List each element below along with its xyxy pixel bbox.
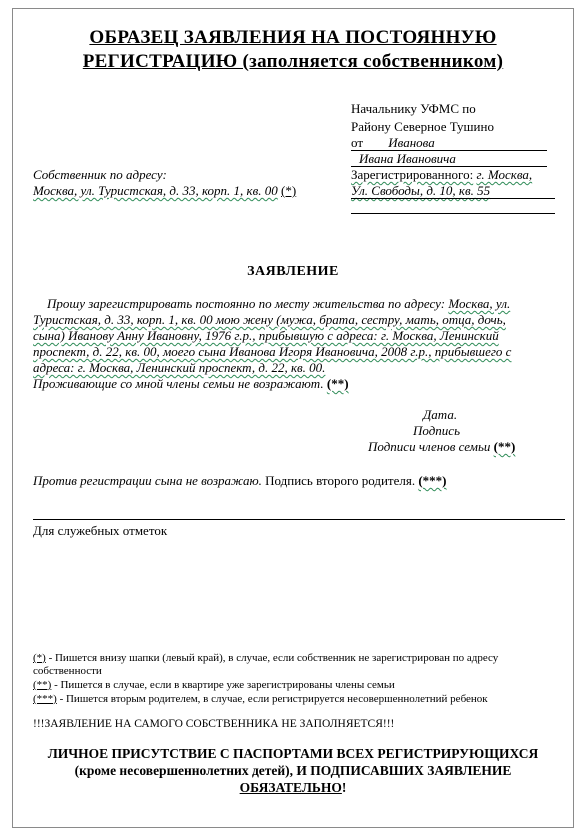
consent-text-italic: Против регистрации сына не возражаю. xyxy=(33,473,262,488)
addressee-from-name: Иванова xyxy=(388,135,435,150)
addressee-from-prefix: от xyxy=(351,135,364,150)
warning-text: !!!ЗАЯВЛЕНИЕ НА САМОГО СОБСТВЕННИКА НЕ ЗАПОЛНЯЕТСЯ!!! xyxy=(33,718,395,730)
body-line-2: Туристская, д. 33, корп. 1, кв. 00 мою жену (мужа, брата, сестру, мать, отца, дочь, xyxy=(33,312,506,327)
footnote-3-text: - Пишется вторым родителем, в случае, если регистрируется несовершеннолетний ребенок xyxy=(56,693,488,705)
footnote-3 xyxy=(33,693,488,706)
addressee-line-1 xyxy=(351,101,476,117)
title-line-1: ОБРАЗЕЦ ЗАЯВЛЕНИЯ НА ПОСТОЯННУЮ xyxy=(89,27,497,48)
addressee-line-1-text: Начальнику УФМС по xyxy=(351,101,476,116)
signature-family-text: Подписи членов семьи xyxy=(368,439,491,454)
footnote-2-text: - Пишется в случае, если в квартире уже зарегистрированы члены семьи xyxy=(51,679,395,691)
footnote-1-text: - Пишется внизу шапки (левый край), в случае, если собственник не зарегистрирован по адресу xyxy=(45,652,499,664)
footnote-1-continued-text: собственности xyxy=(33,665,102,677)
body-line-1 xyxy=(33,296,510,312)
addressee-from xyxy=(351,135,435,151)
final-line-2: (кроме несовершеннолетних детей), И ПОДПИСАВШИХ ЗАЯВЛЕНИЕ xyxy=(74,763,512,778)
body-line-1-address: Москва, ул. xyxy=(448,296,511,311)
statement-heading: ЗАЯВЛЕНИЕ xyxy=(247,264,339,279)
addressee-reg-addr-2: Ул. Свободы, д. 10, кв. 55 xyxy=(351,183,491,198)
signature-family xyxy=(368,439,515,455)
final-line-3-end: ! xyxy=(341,780,347,795)
final-line-1: ЛИЧНОЕ ПРИСУТСТВИЕ С ПАСПОРТАМИ ВСЕХ РЕГИСТРИРУЮЩИХСЯ xyxy=(47,746,539,761)
owner-address: Москва, ул. Туристская, д. 33, корп. 1, кв. 00 xyxy=(33,183,278,198)
consent-line xyxy=(33,473,447,489)
body-line-1-text: Прошу зарегистрировать постоянно по месту жительства по адресу: xyxy=(47,296,446,311)
signature-date: Дата. xyxy=(423,407,458,422)
footnote-3-mark: (***) xyxy=(33,693,57,705)
signature-family-mark: (**) xyxy=(493,439,516,454)
footnote-1-mark: (*) xyxy=(33,652,46,664)
consent-text-plain: Подпись второго родителя. xyxy=(265,473,416,488)
official-divider xyxy=(33,519,565,520)
body-line-4: проспект, д. 22, кв. 00, моего сына Иванова Игоря Ивановича, 2008 г.р., прибывшего с xyxy=(33,344,512,359)
footnote-1 xyxy=(33,652,498,665)
owner-label: Собственник по адресу: xyxy=(33,167,167,182)
final-line-3 xyxy=(13,779,573,796)
addressee-line-2: Району Северное Тушино xyxy=(351,119,494,134)
addressee-registration xyxy=(351,167,532,183)
addressee-from-name-2: Ивана Ивановича xyxy=(359,151,456,166)
document-page xyxy=(12,8,574,828)
footnote-1-continued xyxy=(33,665,102,678)
signature-sign: Подпись xyxy=(413,423,460,438)
body-line-6-mark: (**) xyxy=(326,376,349,391)
official-notes-label: Для служебных отметок xyxy=(33,523,168,538)
body-line-3: сына) Иванову Анну Ивановну, 1976 г.р., прибывшую с адреса: г. Москва, Ленинский xyxy=(33,328,499,343)
owner-address-line xyxy=(33,183,296,199)
title-line-2: РЕГИСТРАЦИЮ (заполняется собственником) xyxy=(82,51,504,72)
footnote-2 xyxy=(33,679,395,692)
addressee-reg-label: Зарегистрированного: xyxy=(351,167,474,182)
body-line-6-text: Проживающие со мной члены семьи не возражают. xyxy=(33,376,324,391)
body-line-5: адреса: г. Москва, Ленинский проспект, д. 22, кв. 00. xyxy=(33,360,326,375)
addressee-reg-underline-1 xyxy=(351,198,555,199)
consent-mark: (***) xyxy=(418,473,447,488)
footnote-2-mark: (**) xyxy=(33,679,52,691)
owner-mark: (*) xyxy=(281,183,297,198)
addressee-reg-underline-2 xyxy=(351,213,555,214)
body-line-6 xyxy=(33,376,349,392)
final-line-3-text: ОБЯЗАТЕЛЬНО xyxy=(239,780,342,795)
addressee-reg-addr-1: г. Москва, xyxy=(476,167,533,182)
